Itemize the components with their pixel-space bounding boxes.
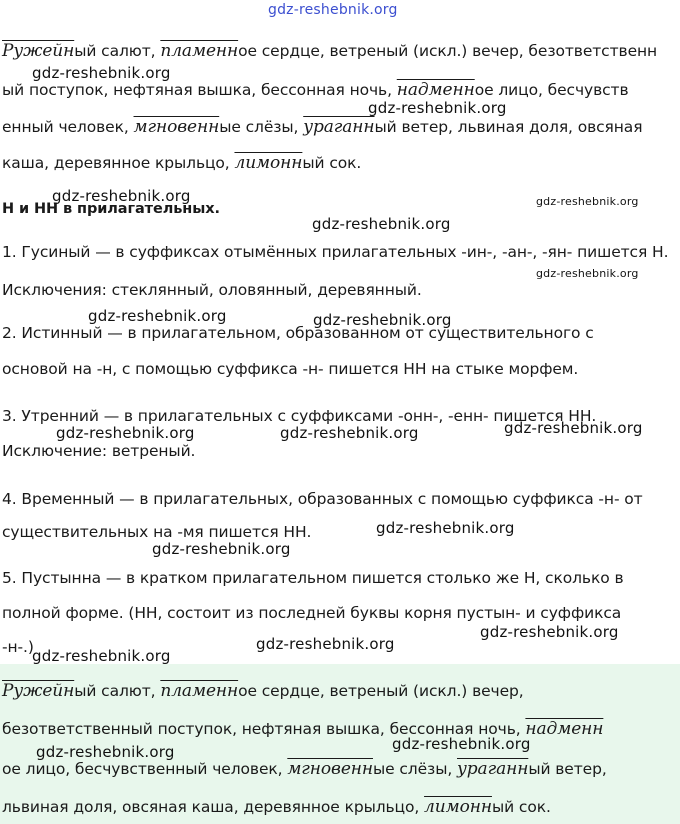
watermark: gdz-reshebnik.org	[376, 519, 515, 537]
answer-line: Ружейный салют, пламенное сердце, ветреный (искл.) вечер,	[2, 681, 524, 701]
handwritten-word: мгновенн	[133, 117, 220, 137]
handwritten-word: ураганн	[303, 117, 375, 137]
watermark: gdz-reshebnik.org	[392, 735, 531, 753]
watermark: gdz-reshebnik.org	[480, 623, 619, 641]
handwritten-word: лимонн	[234, 153, 303, 173]
answer-line: львиная доля, овсяная каша, деревянное крыльцо, лимонный сок.	[2, 797, 551, 817]
rule-line: основой на -н, с помощью суффикса -н- пишется НН на стыке морфем.	[2, 360, 579, 378]
handwritten-word: пламенн	[160, 41, 239, 61]
rule-line: -н-.)	[2, 638, 34, 656]
text-line: ый поступок, нефтяная вышка, бессонная ночь, надменное лицо, бесчувств	[2, 80, 629, 100]
handwritten-word: ураганн	[457, 759, 529, 779]
rule-line: 4. Временный — в прилагательных, образованных с помощью суффикса -н- от	[2, 490, 643, 508]
rule-line: существительных на -мя пишется НН.	[2, 523, 312, 541]
watermark: gdz-reshebnik.org	[268, 2, 398, 18]
rule-line: 3. Утренний — в прилагательных с суффиксами -онн-, -енн- пишется НН.	[2, 407, 597, 425]
watermark: gdz-reshebnik.org	[256, 635, 395, 653]
handwritten-word: лимонн	[424, 797, 492, 817]
text-line: каша, деревянное крыльцо, лимонный сок.	[2, 153, 362, 173]
watermark: gdz-reshebnik.org	[32, 64, 171, 82]
rule-line: 2. Истинный — в прилагательном, образованном от существительного с	[2, 324, 594, 342]
watermark: gdz-reshebnik.org	[88, 307, 227, 325]
watermark: gdz-reshebnik.org	[312, 215, 451, 233]
handwritten-word: Ружейн	[2, 41, 75, 61]
text-line: Ружейный салют, пламенное сердце, ветреный (искл.) вечер, безответственн	[2, 41, 658, 61]
section-heading: Н и НН в прилагательных.	[2, 201, 220, 217]
rule-line: 1. Гусиный — в суффиксах отымённых прилагательных -ин-, -ан-, -ян- пишется Н.	[2, 243, 669, 261]
watermark: gdz-reshebnik.org	[52, 187, 191, 205]
watermark: gdz-reshebnik.org	[280, 424, 419, 442]
answer-line: безответственный поступок, нефтяная вышка, бессонная ночь, надменн	[2, 719, 604, 739]
text-line: енный человек, мгновенные слёзы, ураганный ветер, львиная доля, овсяная	[2, 117, 643, 137]
watermark: gdz-reshebnik.org	[313, 311, 452, 329]
rule-line: полной форме. (НН, состоит из последней буквы корня пустын- и суффикса	[2, 604, 622, 622]
handwritten-word: надменн	[525, 719, 604, 739]
watermark: gdz-reshebnik.org	[536, 267, 639, 280]
watermark: gdz-reshebnik.org	[152, 540, 291, 558]
answer-line: ое лицо, бесчувственный человек, мгновенные слёзы, ураганный ветер,	[2, 759, 607, 779]
watermark: gdz-reshebnik.org	[32, 647, 171, 665]
handwritten-word: надменн	[396, 80, 475, 100]
rule-line: 5. Пустынна — в кратком прилагательном пишется столько же Н, сколько в	[2, 569, 624, 587]
handwritten-word: пламенн	[160, 681, 239, 701]
handwritten-word: мгновенн	[287, 759, 373, 779]
rule-line: Исключения: стеклянный, оловянный, деревянный.	[2, 281, 422, 299]
watermark: gdz-reshebnik.org	[368, 99, 507, 117]
watermark: gdz-reshebnik.org	[56, 424, 195, 442]
rule-line: Исключение: ветреный.	[2, 442, 196, 460]
watermark: gdz-reshebnik.org	[36, 743, 175, 761]
watermark: gdz-reshebnik.org	[536, 195, 639, 208]
watermark: gdz-reshebnik.org	[504, 419, 643, 437]
handwritten-word: Ружейн	[2, 681, 75, 701]
